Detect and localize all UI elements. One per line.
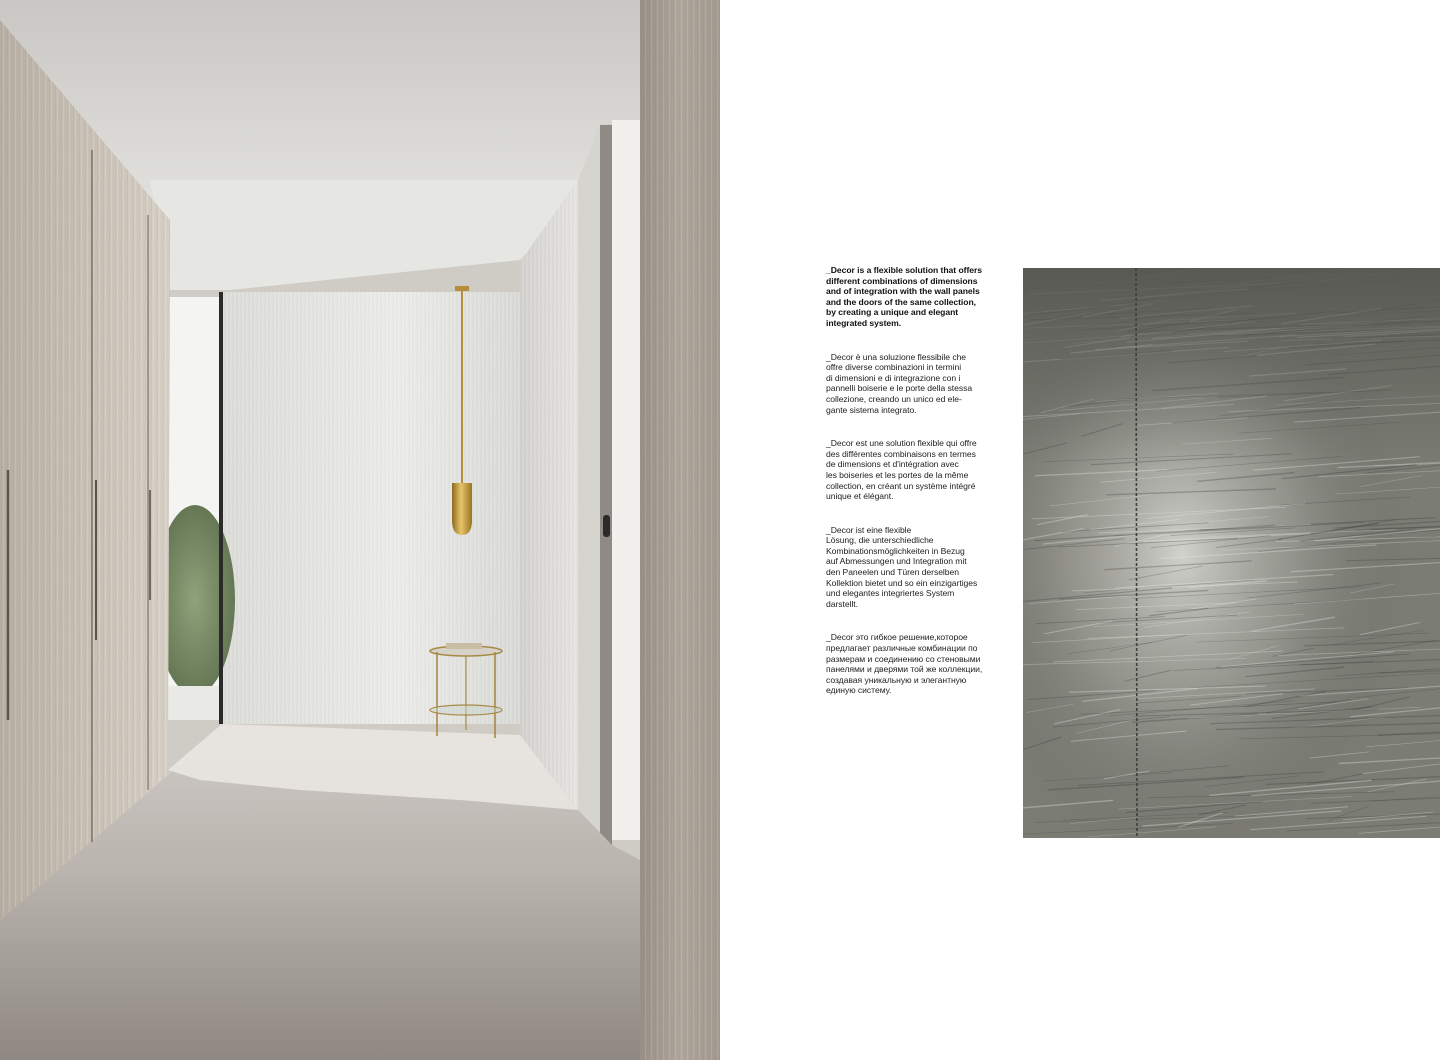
paragraph-line: darstellt. <box>826 598 858 609</box>
paragraph-italian <box>826 352 996 416</box>
paragraph-line: предлагает различные комбинации по <box>826 643 978 654</box>
paragraph-russian <box>826 632 996 696</box>
paragraph-line: and of integration with the wall panels <box>826 286 980 297</box>
paragraph-line: создавая уникальную и элегантную <box>826 674 967 685</box>
texture-illustration <box>1023 268 1440 838</box>
paragraph-line: gante sistema integrato. <box>826 404 917 415</box>
paragraph-line: und elegantes integriertes System <box>826 588 955 599</box>
paragraph-line: _Decor is a flexible solution that offers <box>826 265 983 275</box>
paragraph-line: _Decor est une solution flexible qui offre <box>826 438 977 449</box>
multilingual-description <box>826 265 996 719</box>
paragraph-line: Lösung, die unterschiedliche <box>826 535 934 546</box>
right-page <box>720 0 1440 1060</box>
paragraph-line: des différentes combinaisons en termes <box>826 448 976 459</box>
paragraph-line: di dimensioni e di integrazione con i <box>826 372 961 383</box>
paragraph-line: Kombinationsmöglichkeiten in Bezug <box>826 545 965 556</box>
panel-texture-photo <box>1023 268 1440 838</box>
paragraph-line: unique et élégant. <box>826 491 894 502</box>
paragraph-line: les boiseries et les portes de la même <box>826 469 969 480</box>
paragraph-line: auf Abmessungen und Integration mit <box>826 556 967 567</box>
paragraph-line: панелями и дверями той же коллекции, <box>826 664 983 675</box>
paragraph-line: collezione, creando un unico ed ele- <box>826 393 962 404</box>
paragraph-line: de dimensions et d'intégration avec <box>826 459 959 470</box>
paragraph-line: and the doors of the same collection, <box>826 296 976 307</box>
paragraph-line: offre diverse combinazioni in termini <box>826 362 962 373</box>
paragraph-line: Kollektion bietet und so ein einzigartiges <box>826 577 978 588</box>
paragraph-english <box>826 265 996 329</box>
paragraph-line: different combinations of dimensions <box>826 275 978 286</box>
paragraph-line: integrated system. <box>826 317 902 328</box>
paragraph-french <box>826 438 996 502</box>
paragraph-line: pannelli boiserie e le porte della stessa <box>826 383 973 394</box>
paragraph-line: collection, en créant un système intégré <box>826 480 976 491</box>
paragraph-line: _Decor ist eine flexible <box>826 524 912 535</box>
paragraph-line: by creating a unique and elegant <box>826 307 959 318</box>
paragraph-line: den Paneelen und Türen derselben <box>826 567 959 578</box>
paragraph-line: размерам и соединению со стеновыми <box>826 653 981 664</box>
paragraph-line: _Decor è una soluzione flessibile che <box>826 351 967 362</box>
paragraph-german <box>826 525 996 610</box>
paragraph-line: _Decor это гибкое решение,которое <box>826 632 968 643</box>
paragraph-line: единую систему. <box>826 685 892 696</box>
